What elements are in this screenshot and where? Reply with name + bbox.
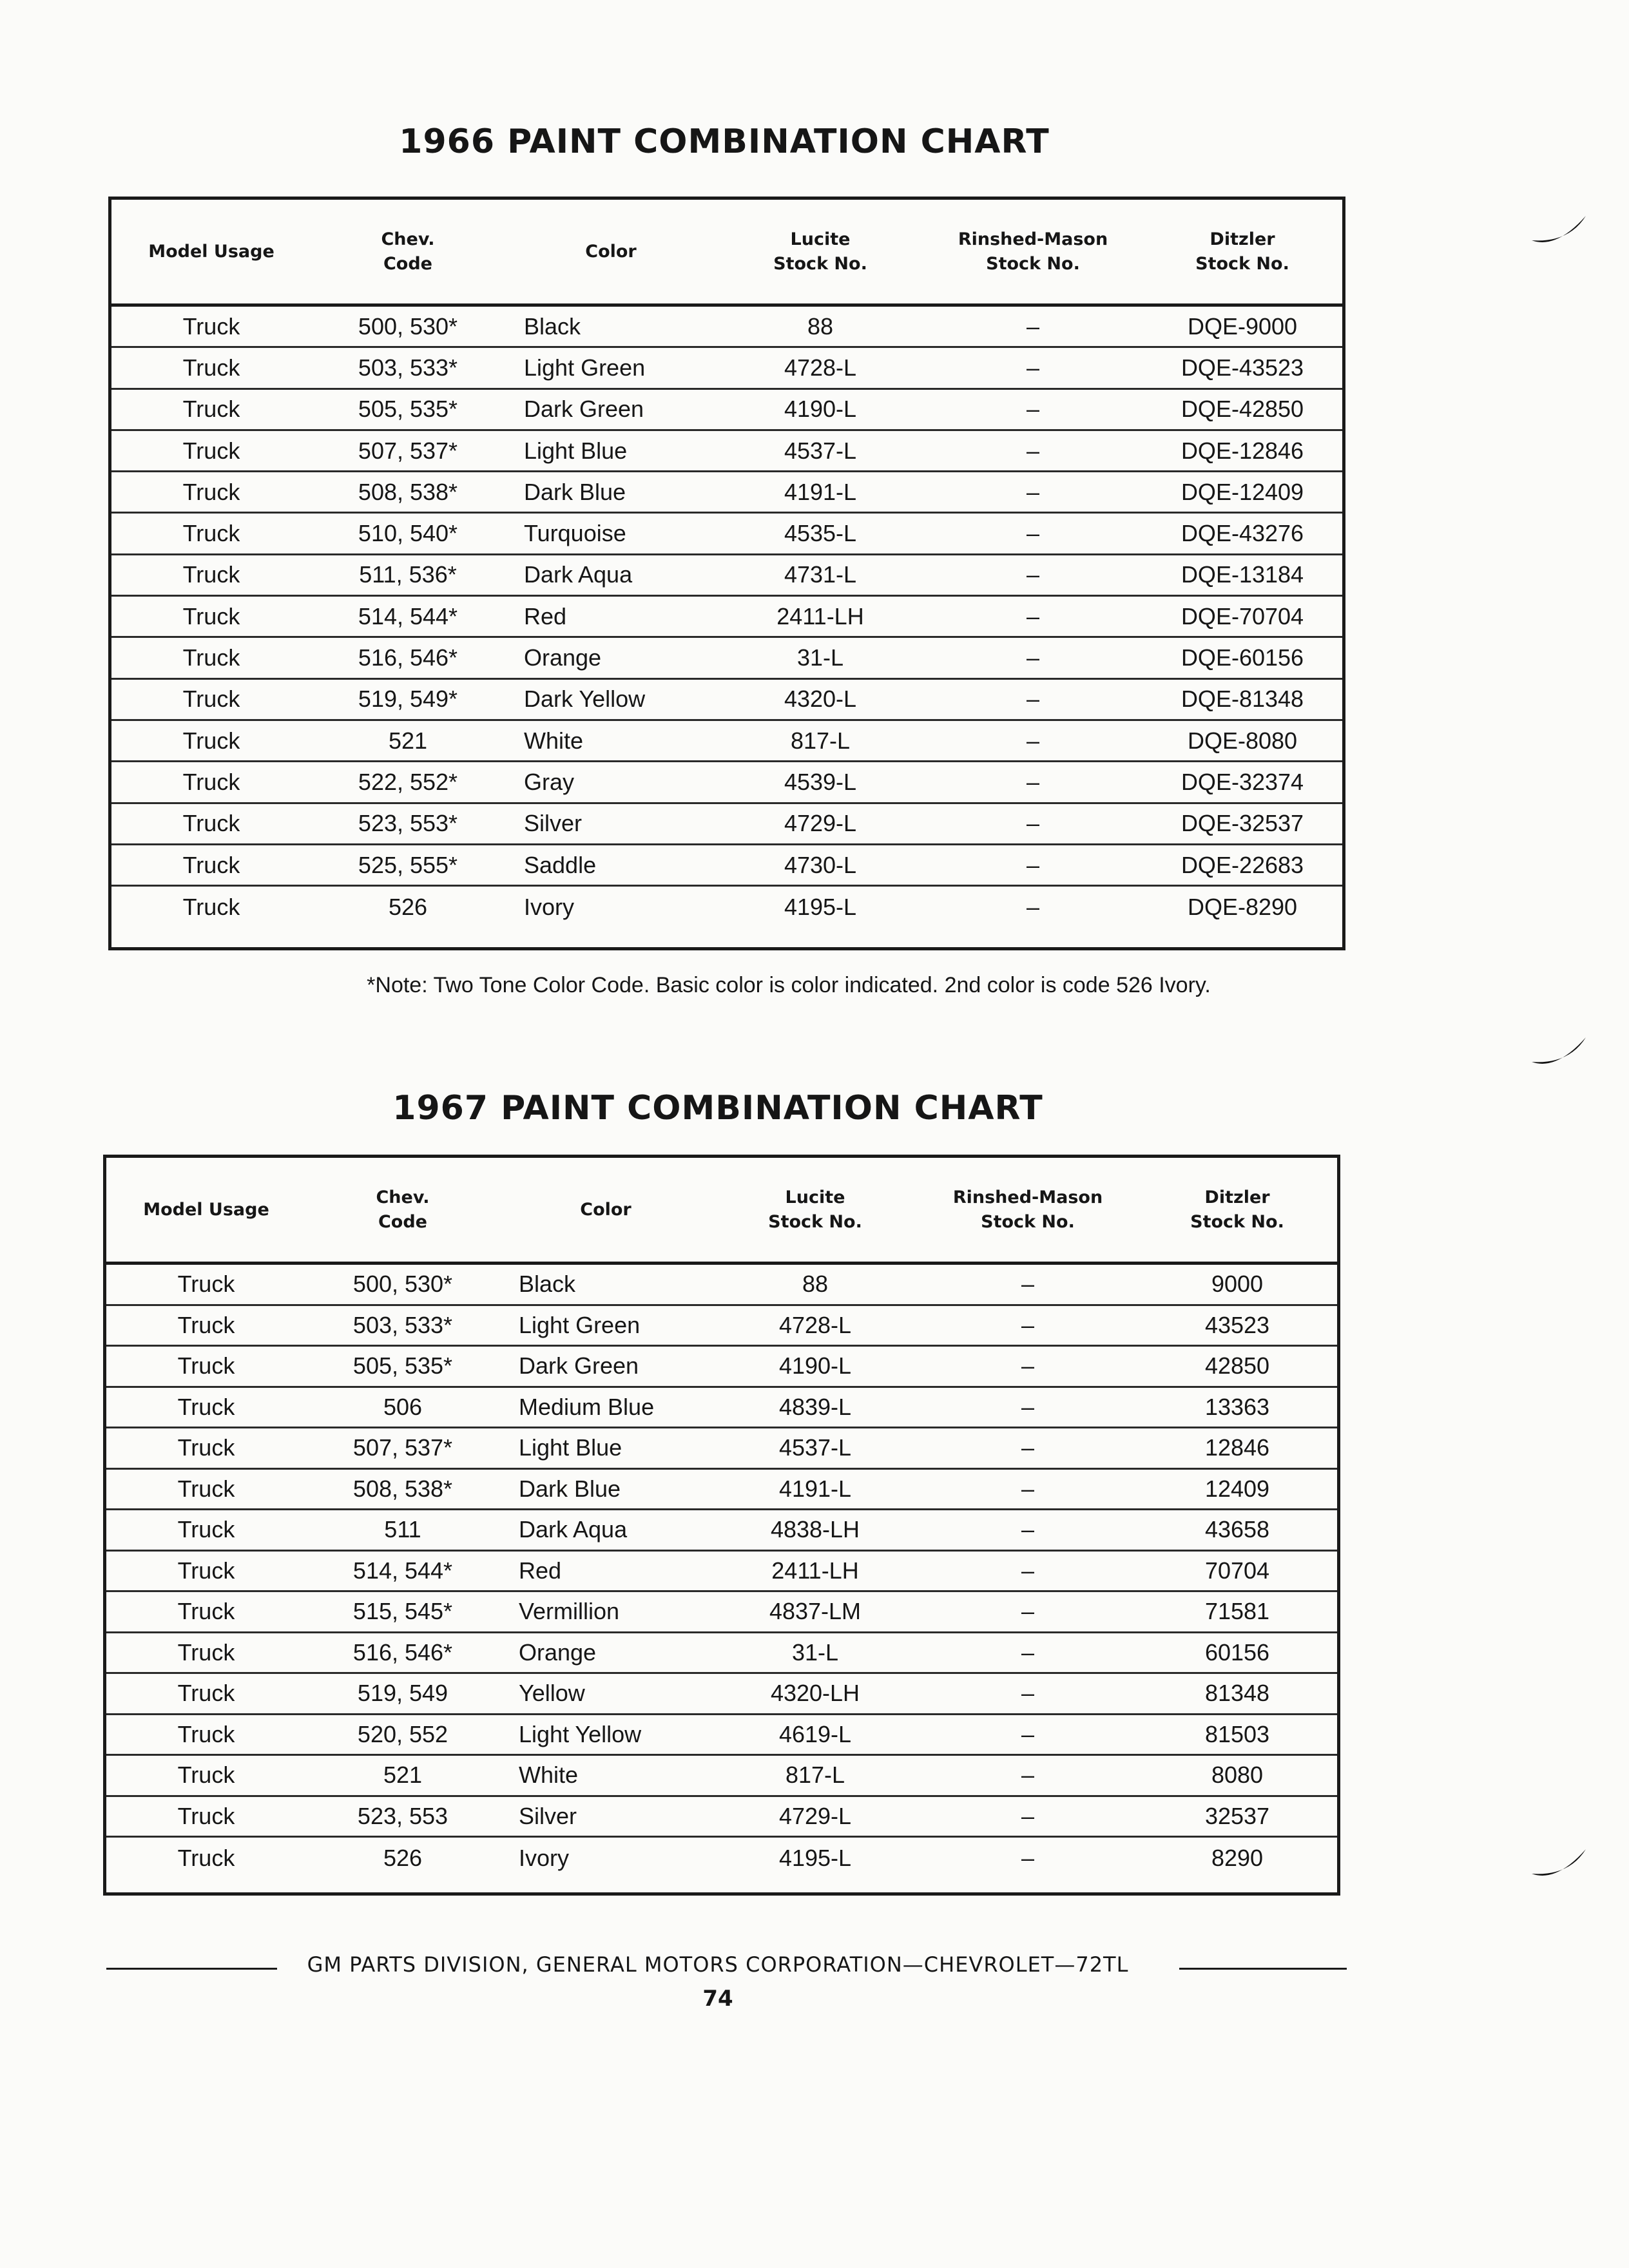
cell-color: Silver [519,1802,577,1829]
cell-color: Dark Yellow [524,686,646,713]
cell-color: Light Yellow [519,1720,642,1747]
cell-model: Truck [182,437,240,464]
cell-model: Truck [177,1475,235,1502]
cell-model: Truck [182,686,240,713]
table-row [111,804,1342,845]
cell-code: 511, 536* [359,561,457,588]
page-number: 74 [702,1986,733,2012]
cell-model: Truck [182,768,240,795]
cell-lucite: 4619-L [778,1720,852,1747]
cell-color: Black [524,312,581,340]
cell-color: Saddle [524,851,597,878]
cell-color: Dark Aqua [519,1516,628,1543]
cell-code: 505, 535* [352,1352,453,1379]
cell-model: Truck [177,1720,235,1747]
cell-code: 500, 530* [352,1271,453,1298]
cell-color: Light Green [524,354,646,381]
cell-lucite: 4191-L [784,478,857,505]
table-body [106,1265,1337,1879]
cell-color: Gray [524,768,575,795]
cell-model: Truck [182,354,240,381]
cell-ditzler: DQE-12409 [1181,478,1304,505]
cell-color: Dark Green [519,1352,639,1379]
table-row [111,514,1342,555]
cell-lucite: 4320-LH [770,1680,860,1707]
table-row [111,680,1342,721]
cell-code: 511 [384,1516,421,1543]
cell-lucite: 4729-L [784,810,857,837]
table-row [106,1838,1337,1879]
cell-model: Truck [177,1311,235,1338]
cell-code: 503, 533* [358,354,458,381]
cell-rm: – [1021,1762,1035,1789]
cell-color: Dark Aqua [524,561,633,588]
cell-lucite: 4190-L [778,1352,852,1379]
cell-rm: – [1026,727,1040,754]
cell-ditzler: 60156 [1204,1639,1270,1666]
cell-rm: – [1026,312,1040,340]
table-row [106,1592,1337,1633]
cell-model: Truck [177,1393,235,1420]
table-header [111,200,1342,307]
cell-lucite: 4320-L [784,686,857,713]
cell-ditzler: 42850 [1204,1352,1270,1379]
chart-1966-title: 1966 PAINT COMBINATION CHART [399,122,1050,161]
cell-ditzler: DQE-70704 [1181,602,1304,629]
cell-color: Red [524,602,567,629]
cell-ditzler: DQE-42850 [1181,396,1304,423]
cell-rm: – [1021,1271,1035,1298]
cell-rm: – [1026,354,1040,381]
cell-rm: – [1021,1598,1035,1625]
table-row [106,1633,1337,1675]
cell-ditzler: 32537 [1204,1802,1270,1829]
cell-code: 515, 545* [352,1598,453,1625]
column-header-model-usage: Model Usage [148,241,275,262]
cell-code: 500, 530* [358,312,458,340]
cell-model: Truck [182,312,240,340]
cell-model: Truck [177,1434,235,1461]
table-row [106,1347,1337,1388]
cell-lucite: 4837-LM [769,1598,862,1625]
table-row [111,845,1342,887]
cell-lucite: 4537-L [784,437,857,464]
cell-rm: – [1026,520,1040,547]
cell-rm: – [1026,396,1040,423]
cell-model: Truck [177,1557,235,1584]
table-row [111,307,1342,348]
column-header-chev-code: Chev. Code [381,229,435,274]
cell-model: Truck [182,561,240,588]
table-row [106,1674,1337,1715]
table-header [106,1158,1337,1265]
cell-code: 519, 549 [357,1680,448,1707]
cell-ditzler: 70704 [1204,1557,1270,1584]
cell-rm: – [1021,1516,1035,1543]
cell-rm: – [1026,768,1040,795]
cell-lucite: 4195-L [778,1844,852,1871]
table-row [111,887,1342,928]
cell-lucite: 4839-L [778,1393,852,1420]
cell-code: 521 [383,1762,423,1789]
cell-color: Turquoise [524,520,626,547]
cell-rm: – [1026,894,1040,921]
cell-model: Truck [177,1271,235,1298]
cell-color: Vermillion [519,1598,620,1625]
cell-rm: – [1021,1352,1035,1379]
cell-rm: – [1021,1802,1035,1829]
cell-rm: – [1021,1311,1035,1338]
cell-ditzler: 43658 [1204,1516,1270,1543]
cell-code: 506 [383,1393,423,1420]
cell-lucite: 2411-LH [776,602,864,629]
cell-code: 508, 538* [358,478,458,505]
cell-code: 522, 552* [358,768,458,795]
cell-model: Truck [182,602,240,629]
cell-color: Light Blue [519,1434,622,1461]
cell-model: Truck [182,810,240,837]
cell-code: 507, 537* [358,437,458,464]
cell-rm: – [1021,1434,1035,1461]
cell-rm: – [1021,1720,1035,1747]
cell-code: 508, 538* [352,1475,453,1502]
cell-rm: – [1026,478,1040,505]
cell-code: 507, 537* [352,1434,453,1461]
cell-lucite: 4731-L [784,561,857,588]
cell-code: 523, 553 [357,1802,448,1829]
cell-ditzler: DQE-60156 [1181,644,1304,671]
column-header-lucite: Lucite Stock No. [773,229,867,274]
cell-lucite: 2411-LH [771,1557,859,1584]
cell-model: Truck [182,396,240,423]
cell-ditzler: DQE-8290 [1187,894,1298,921]
footer-rule-right [1179,1968,1347,1970]
cell-ditzler: 43523 [1204,1311,1270,1338]
table-row [106,1265,1337,1306]
cell-ditzler: 8080 [1211,1762,1264,1789]
cell-model: Truck [177,1352,235,1379]
cell-ditzler: 13363 [1204,1393,1270,1420]
table-row [106,1552,1337,1593]
table-row [111,472,1342,514]
cell-ditzler: DQE-9000 [1187,312,1298,340]
binder-hole-mark [1530,209,1588,255]
cell-color: Light Green [519,1311,641,1338]
cell-ditzler: 12846 [1204,1434,1270,1461]
cell-lucite: 31-L [796,644,844,671]
cell-model: Truck [182,644,240,671]
cell-lucite: 4730-L [784,851,857,878]
cell-lucite: 4838-LH [770,1516,860,1543]
footer-publisher: GM PARTS DIVISION, GENERAL MOTORS CORPORATION—CHEVROLET—72TL [307,1952,1129,1977]
cell-rm: – [1021,1393,1035,1420]
table-row [111,431,1342,472]
cell-ditzler: DQE-43523 [1181,354,1304,381]
cell-lucite: 4195-L [784,894,857,921]
cell-code: 505, 535* [358,396,458,423]
column-header-rinshed-mason: Rinshed-Mason Stock No. [958,229,1108,274]
binder-hole-mark [1530,1031,1588,1076]
table-row [111,638,1342,679]
cell-color: Light Blue [524,437,628,464]
cell-code: 523, 553* [358,810,458,837]
cell-lucite: 4728-L [778,1311,852,1338]
cell-ditzler: 71581 [1204,1598,1270,1625]
cell-rm: – [1021,1475,1035,1502]
cell-color: Dark Green [524,396,644,423]
cell-lucite: 4190-L [784,396,857,423]
cell-color: Dark Blue [519,1475,621,1502]
binder-hole-mark [1530,1843,1588,1888]
cell-rm: – [1021,1844,1035,1871]
table-row [106,1715,1337,1756]
cell-rm: – [1026,561,1040,588]
table-row [106,1388,1337,1429]
cell-color: White [519,1762,579,1789]
cell-rm: – [1021,1557,1035,1584]
cell-color: Orange [524,644,602,671]
cell-code: 510, 540* [358,520,458,547]
cell-code: 519, 549* [358,686,458,713]
cell-code: 520, 552 [357,1720,448,1747]
cell-lucite: 4729-L [778,1802,852,1829]
cell-ditzler: DQE-81348 [1181,686,1304,713]
cell-rm: – [1026,602,1040,629]
cell-color: Ivory [519,1844,570,1871]
cell-lucite: 31-L [791,1639,839,1666]
cell-color: Silver [524,810,583,837]
cell-ditzler: 81503 [1204,1720,1270,1747]
cell-color: Black [519,1271,576,1298]
table-row [111,762,1342,803]
column-header-lucite: Lucite Stock No. [768,1187,862,1232]
column-header-ditzler: Ditzler Stock No. [1195,229,1289,274]
cell-color: Dark Blue [524,478,626,505]
cell-code: 526 [383,1844,423,1871]
cell-color: Red [519,1557,562,1584]
cell-model: Truck [177,1516,235,1543]
table-row [106,1428,1337,1470]
cell-code: 514, 544* [352,1557,453,1584]
column-header-color: Color [585,241,637,262]
cell-code: 516, 546* [358,644,458,671]
cell-code: 525, 555* [358,851,458,878]
cell-ditzler: 81348 [1204,1680,1270,1707]
cell-color: White [524,727,584,754]
cell-color: Orange [519,1639,597,1666]
cell-model: Truck [182,478,240,505]
cell-ditzler: 8290 [1211,1844,1264,1871]
table-row [106,1510,1337,1552]
cell-model: Truck [182,851,240,878]
table-row [106,1797,1337,1838]
cell-model: Truck [182,894,240,921]
cell-model: Truck [177,1844,235,1871]
cell-code: 514, 544* [358,602,458,629]
cell-ditzler: DQE-12846 [1181,437,1304,464]
cell-model: Truck [177,1802,235,1829]
cell-code: 503, 533* [352,1311,453,1338]
column-header-model-usage: Model Usage [143,1199,269,1220]
cell-lucite: 88 [802,1271,829,1298]
table-row [111,348,1342,389]
cell-rm: – [1026,810,1040,837]
cell-ditzler: DQE-43276 [1181,520,1304,547]
cell-code: 521 [388,727,428,754]
cell-code: 526 [388,894,428,921]
cell-rm: – [1026,644,1040,671]
cell-color: Medium Blue [519,1393,655,1420]
column-header-rinshed-mason: Rinshed-Mason Stock No. [952,1187,1103,1232]
cell-lucite: 4191-L [778,1475,852,1502]
cell-lucite: 817-L [790,727,851,754]
cell-model: Truck [177,1680,235,1707]
cell-rm: – [1021,1639,1035,1666]
chart-1967-title: 1967 PAINT COMBINATION CHART [392,1089,1043,1128]
paint-chart-1966 [108,197,1345,950]
cell-lucite: 817-L [785,1762,845,1789]
cell-ditzler: DQE-32537 [1181,810,1304,837]
cell-lucite: 88 [807,312,834,340]
cell-color: Ivory [524,894,575,921]
column-header-ditzler: Ditzler Stock No. [1190,1187,1284,1232]
table-row [111,721,1342,762]
cell-color: Yellow [519,1680,585,1707]
cell-ditzler: 9000 [1211,1271,1264,1298]
cell-model: Truck [177,1639,235,1666]
cell-lucite: 4535-L [784,520,857,547]
cell-rm: – [1026,851,1040,878]
cell-lucite: 4728-L [784,354,857,381]
cell-model: Truck [177,1598,235,1625]
table-row [106,1306,1337,1347]
cell-lucite: 4537-L [778,1434,852,1461]
cell-model: Truck [182,727,240,754]
cell-ditzler: DQE-13184 [1181,561,1304,588]
cell-ditzler: DQE-22683 [1181,851,1304,878]
table-row [111,390,1342,431]
cell-model: Truck [182,520,240,547]
table-row [106,1470,1337,1511]
cell-ditzler: DQE-32374 [1181,768,1304,795]
table-body [111,307,1342,928]
table-row [111,555,1342,597]
column-header-chev-code: Chev. Code [376,1187,430,1232]
cell-rm: – [1021,1680,1035,1707]
table-row [111,597,1342,638]
cell-model: Truck [177,1762,235,1789]
cell-rm: – [1026,437,1040,464]
cell-code: 516, 546* [352,1639,453,1666]
column-header-color: Color [580,1199,631,1220]
paint-chart-1967 [103,1155,1340,1896]
cell-lucite: 4539-L [784,768,857,795]
cell-ditzler: 12409 [1204,1475,1270,1502]
two-tone-note: *Note: Two Tone Color Code. Basic color is color indicated. 2nd color is code 526 Ivory. [367,973,1211,997]
cell-rm: – [1026,686,1040,713]
table-row [106,1756,1337,1797]
cell-ditzler: DQE-8080 [1187,727,1298,754]
